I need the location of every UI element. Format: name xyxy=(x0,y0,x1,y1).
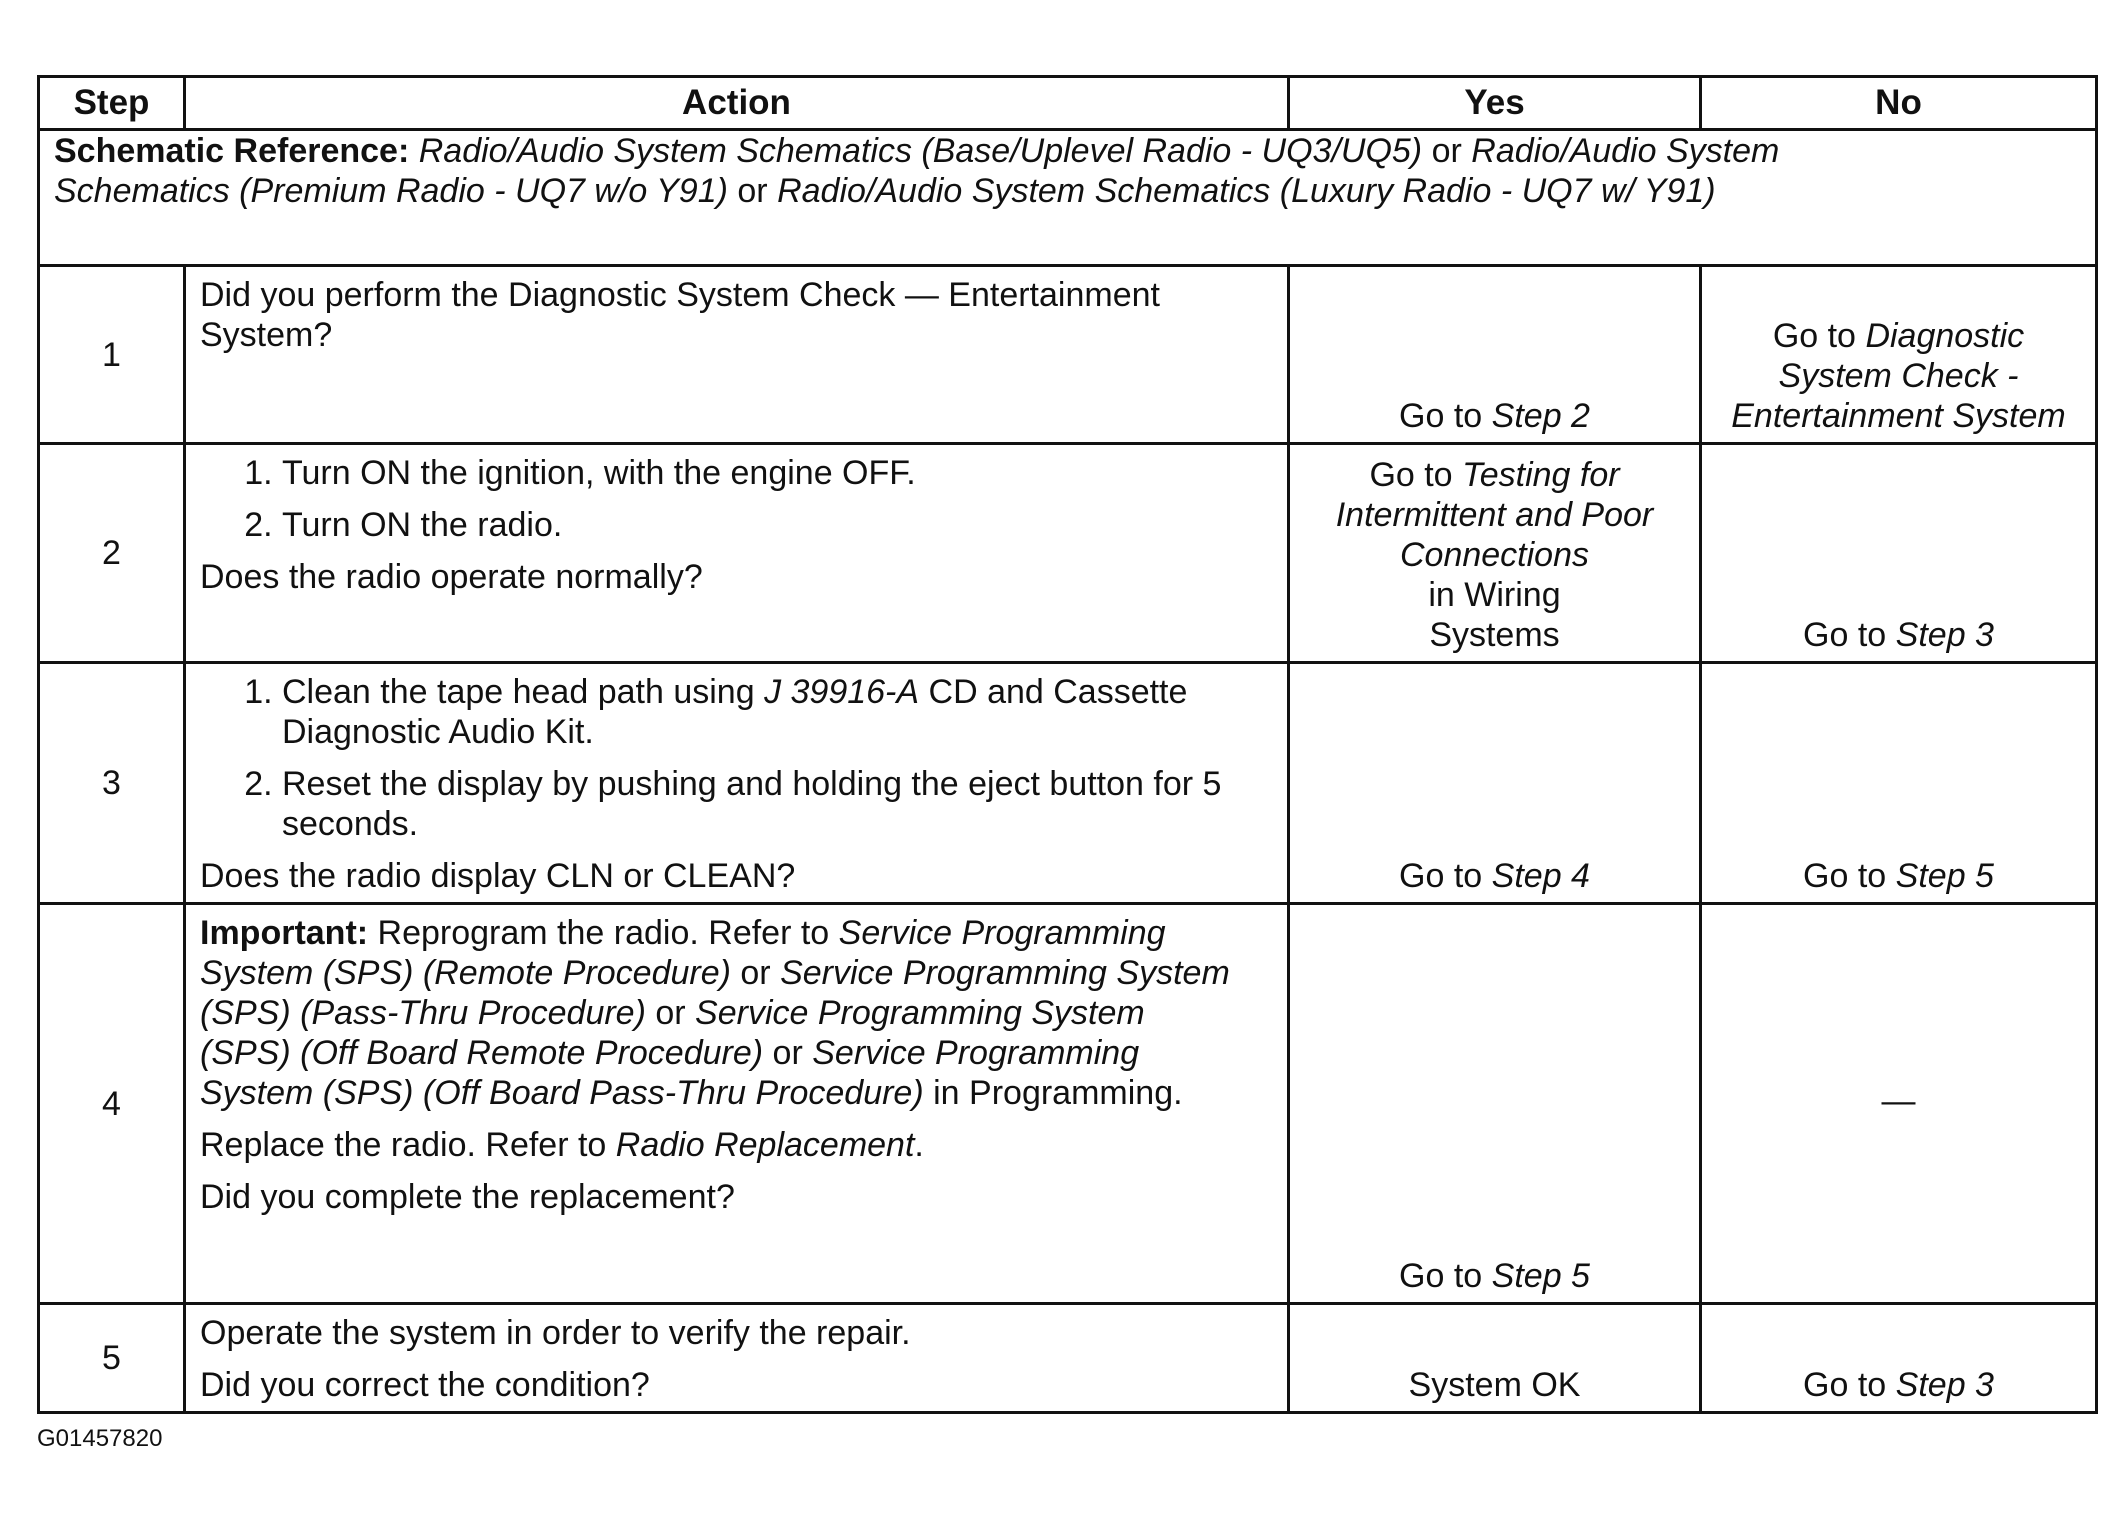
yes-cell xyxy=(1289,444,1701,663)
yes-text: System OK xyxy=(1408,1366,1581,1404)
yes-prefix: Go to xyxy=(1399,857,1483,895)
step-number: 2 xyxy=(39,444,185,663)
no-cell xyxy=(1701,444,2097,663)
no-dash: — xyxy=(1881,1081,1916,1120)
sps-or-1: or xyxy=(740,954,771,992)
replace-end: . xyxy=(914,1126,924,1164)
sps-in-text: in Programming. xyxy=(933,1074,1183,1112)
question-text: Did you complete the replacement? xyxy=(200,1178,735,1216)
figure-id: G01457820 xyxy=(37,1425,163,1452)
action-step-item: 1. Turn ON the ignition, with the engine OFF. xyxy=(282,453,1273,493)
clean-instruction: Clean the tape head path using xyxy=(282,673,755,711)
schematic-label: Schematic Reference: xyxy=(54,132,410,170)
no-cell xyxy=(1701,1304,2097,1413)
action-cell xyxy=(185,266,1289,444)
yes-link: Step 2 xyxy=(1491,397,1590,435)
yes-suffix: in Wiring Systems xyxy=(1428,576,1561,654)
no-link: Diagnostic System Check - Entertainment System xyxy=(1731,317,2066,435)
sps-reference-4: Service Programming System (SPS) (Off Board Pass-Thru Procedure) xyxy=(200,1034,1140,1112)
diagnostic-table xyxy=(37,75,2098,1414)
schematic-ref-3: Radio/Audio System Schematics (Luxury Radio - UQ7 w/ Y91) xyxy=(777,172,1716,210)
header-row xyxy=(39,77,2097,130)
no-link: Step 3 xyxy=(1895,1366,1994,1404)
yes-cell xyxy=(1289,1304,1701,1413)
replace-instruction xyxy=(200,1125,1273,1165)
action-steps xyxy=(200,453,1273,545)
important-label: Important: xyxy=(200,914,369,952)
question-text: Does the radio display CLN or CLEAN? xyxy=(200,857,796,895)
yes-link: Step 5 xyxy=(1491,1257,1590,1295)
no-prefix: Go to xyxy=(1772,317,1856,355)
action-step-item: 2. Reset the display by pushing and holding the eject button for 5 seconds. xyxy=(282,764,1273,844)
instruction-text: Operate the system in order to verify the repair. xyxy=(200,1314,911,1352)
yes-cell xyxy=(1289,663,1701,904)
yes-link: Testing for Intermittent and Poor Connections xyxy=(1335,456,1654,574)
important-note xyxy=(200,913,1240,1113)
step-row-5 xyxy=(39,1304,2097,1413)
yes-link: Step 4 xyxy=(1491,857,1590,895)
sps-reference-1: Service Programming System (SPS) (Remote Procedure) xyxy=(200,914,1166,992)
no-cell xyxy=(1701,663,2097,904)
important-text: Reprogram the radio. Refer to xyxy=(377,914,830,952)
header-yes: Yes xyxy=(1289,77,1701,130)
yes-prefix: Go to xyxy=(1399,397,1483,435)
step-number: 3 xyxy=(39,663,185,904)
header-step: Step xyxy=(39,77,185,130)
no-link: Step 3 xyxy=(1895,616,1994,654)
no-cell xyxy=(1701,904,2097,1304)
step-number: 5 xyxy=(39,1304,185,1413)
replace-text: Replace the radio. Refer to xyxy=(200,1126,607,1164)
sps-or-3: or xyxy=(772,1034,803,1072)
replace-link: Radio Replacement xyxy=(615,1126,915,1164)
yes-cell xyxy=(1289,266,1701,444)
action-cell xyxy=(185,1304,1289,1413)
header-action: Action xyxy=(185,77,1289,130)
sps-reference-3: Service Programming System (SPS) (Off Board Remote Procedure) xyxy=(200,994,1145,1072)
question-text: Does the radio operate normally? xyxy=(200,558,703,596)
step-number: 4 xyxy=(39,904,185,1304)
yes-prefix: Go to xyxy=(1399,1257,1483,1295)
schematic-ref-1: Radio/Audio System Schematics (Base/Uplevel Radio - UQ3/UQ5) xyxy=(418,132,1423,170)
no-cell xyxy=(1701,266,2097,444)
yes-prefix: Go to xyxy=(1369,456,1453,494)
no-prefix: Go to xyxy=(1803,616,1887,654)
yes-cell xyxy=(1289,904,1701,1304)
action-steps xyxy=(200,672,1273,844)
no-prefix: Go to xyxy=(1803,857,1887,895)
action-step-item xyxy=(282,672,1273,752)
question-text: Did you perform the Diagnostic System Check — Entertainment System? xyxy=(200,276,1160,354)
schematic-or-1: or xyxy=(1431,132,1462,170)
tool-number: J 39916-A xyxy=(764,673,920,711)
schematic-row xyxy=(39,130,2097,266)
action-cell xyxy=(185,444,1289,663)
step-row-2 xyxy=(39,444,2097,663)
step-row-3 xyxy=(39,663,2097,904)
header-no: No xyxy=(1701,77,2097,130)
sps-or-2: or xyxy=(655,994,686,1032)
action-cell xyxy=(185,663,1289,904)
schematic-reference xyxy=(39,130,2097,266)
no-prefix: Go to xyxy=(1803,1366,1887,1404)
step-number: 1 xyxy=(39,266,185,444)
step-row-1 xyxy=(39,266,2097,444)
tool-description: CD and Cassette Diagnostic Audio Kit. xyxy=(282,673,1188,751)
sps-reference-2: Service Programming System (SPS) (Pass-Thru Procedure) xyxy=(200,954,1230,1032)
action-step-item: 2. Turn ON the radio. xyxy=(282,505,1273,545)
schematic-or-2: or xyxy=(737,172,768,210)
step-row-4 xyxy=(39,904,2097,1304)
question-text: Did you correct the condition? xyxy=(200,1366,650,1404)
no-link: Step 5 xyxy=(1895,857,1994,895)
action-cell xyxy=(185,904,1289,1304)
schematic-ref-2: Radio/Audio System Schematics (Premium Radio - UQ7 w/o Y91) xyxy=(54,132,1780,210)
